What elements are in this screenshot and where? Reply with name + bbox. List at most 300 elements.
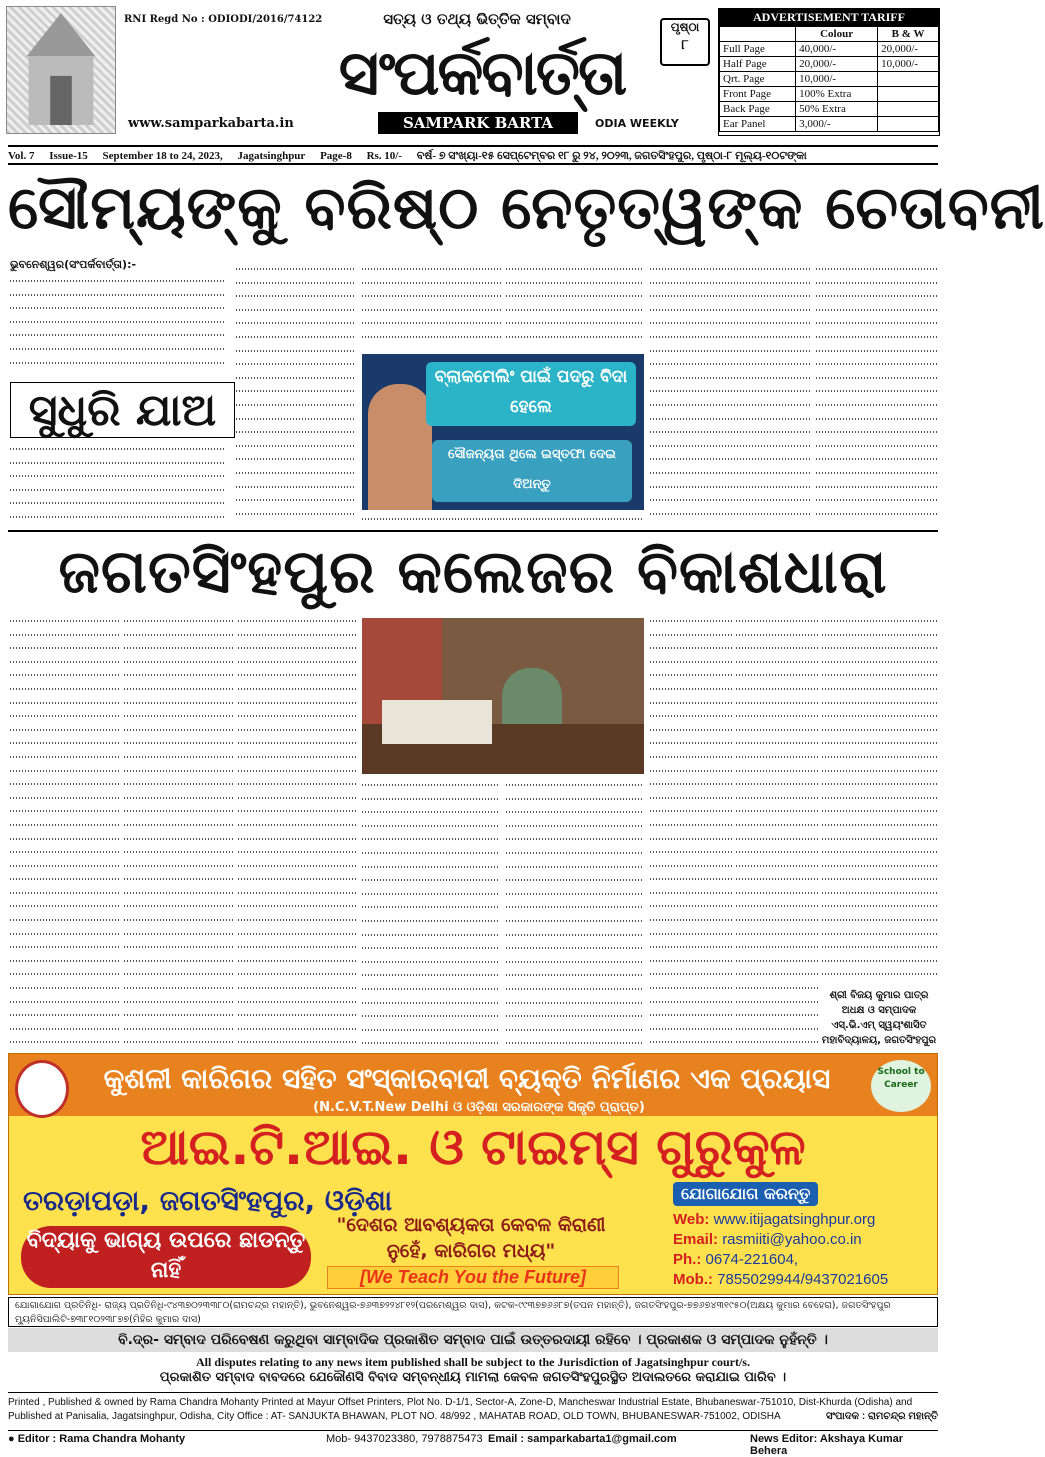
body-text-line <box>10 995 120 1009</box>
body-text-line <box>124 981 234 995</box>
body-text-line <box>650 668 732 682</box>
training-centre-emblem-icon <box>15 1060 69 1118</box>
body-text-line <box>124 628 234 642</box>
body-text-line <box>506 289 644 303</box>
body-text-line <box>124 872 234 886</box>
body-text-line <box>236 316 356 330</box>
body-text-line <box>362 914 500 928</box>
body-text-line <box>236 289 356 303</box>
body-text-line <box>236 262 356 276</box>
body-text-line <box>822 845 938 859</box>
body-text-line <box>10 496 225 510</box>
editor-email[interactable]: Email : samparkabarta1@gmail.com <box>488 1433 677 1445</box>
body-text-line <box>238 655 356 669</box>
tariff-col-bw: B & W <box>878 27 939 42</box>
body-text-line <box>736 614 818 628</box>
body-text-line <box>650 940 732 954</box>
ad-title: ଆଇ.ଟି.ଆଇ. ଓ ଟାଇମ୍ସ ଗୁରୁକୁଳ <box>140 1118 806 1176</box>
body-text-line <box>236 439 356 453</box>
body-text-line <box>10 1035 120 1049</box>
body-text-line <box>238 614 356 628</box>
volume: Vol. 7 <box>8 150 35 162</box>
issue-info-odia: ବର୍ଷ- ୭ ସଂଖ୍ୟା-୧୫ ସେପ୍ଟେମ୍ବର ୧୮ ରୁ ୨୪, ୨୦୨୩, ଜଗତସିଂହପୁର, ପୃଷ୍ଠା-୮ ମୂଲ୍ୟ-୧୦ଟଙ୍କା <box>416 150 807 162</box>
photo-papers <box>382 700 492 744</box>
body-text-line <box>650 1035 732 1049</box>
tariff-row: Full Page 40,000/- 20,000/- <box>720 42 939 57</box>
story2-photo-principal-office <box>362 618 644 774</box>
page-number-box <box>660 18 710 66</box>
body-text-line <box>362 982 500 996</box>
body-text-line <box>362 792 500 806</box>
body-text-line <box>362 996 500 1010</box>
body-text-line <box>236 412 356 426</box>
ad-teach-slogan: [We Teach You the Future] <box>327 1266 619 1289</box>
body-text-line <box>362 276 502 290</box>
body-text-line <box>124 967 234 981</box>
body-text-line <box>650 412 810 426</box>
body-text-line <box>736 913 818 927</box>
body-text-line <box>238 967 356 981</box>
body-text-line <box>124 777 234 791</box>
body-text-line <box>10 764 120 778</box>
body-text-line <box>10 859 120 873</box>
editor-name: ● Editor : Rama Chandra Mohanty <box>8 1433 186 1445</box>
body-text-line <box>506 887 644 901</box>
body-text-line <box>236 466 356 480</box>
website-link[interactable]: www.samparkabarta.in <box>128 116 294 131</box>
story1-column-text <box>10 442 225 526</box>
body-text-line <box>650 425 810 439</box>
story1-column-text <box>816 262 938 526</box>
body-text-line <box>10 927 120 941</box>
body-text-line <box>10 342 225 356</box>
body-text-line <box>238 709 356 723</box>
body-text-line <box>816 507 938 521</box>
ad-topline: କୁଶଳୀ କାରିଗର ସହିତ ସଂସ୍କାରବାଦୀ ବ୍ୟକ୍ତି ନିର୍ମାଣର ଏକ ପ୍ରୟାସ <box>103 1062 831 1095</box>
story2-column-text <box>124 614 234 1050</box>
body-text-line <box>362 873 500 887</box>
body-text-line <box>736 832 818 846</box>
body-text-line <box>650 262 810 276</box>
story1-column-text <box>362 512 644 528</box>
tariff-col-colour: Colour <box>796 27 878 42</box>
body-text-line <box>650 723 732 737</box>
body-text-line <box>736 845 818 859</box>
body-text-line <box>650 641 732 655</box>
body-text-line <box>362 289 502 303</box>
body-text-line <box>822 736 938 750</box>
body-text-line <box>236 452 356 466</box>
body-text-line <box>10 832 120 846</box>
ad-quote: "ଦେଶର ଆବଶ୍ୟକତା କେବଳ କିରାଣୀ ନୁହେଁ, କାରିଗର ମଧ୍ୟ" <box>336 1214 606 1262</box>
body-text-line <box>238 764 356 778</box>
body-text-line <box>650 804 732 818</box>
body-text-line <box>506 968 644 982</box>
story1-column-text <box>650 262 810 526</box>
body-text-line <box>362 846 500 860</box>
body-text-line <box>506 778 644 792</box>
story1-column-text <box>506 262 644 352</box>
ad-ncvt-note: (N.C.V.T.New Delhi ଓ ଓଡ଼ିଶା ସରକାରଙ୍କ ସିକୃତି ପ୍ରାପ୍ତ) <box>313 1100 645 1115</box>
page-label: ପୃଷ୍ଠା <box>670 20 700 34</box>
body-text-line <box>822 927 938 941</box>
story1-column-text <box>10 274 225 380</box>
body-text-line <box>650 614 732 628</box>
body-text-line <box>506 1009 644 1023</box>
body-text-line <box>362 330 502 344</box>
body-text-line <box>736 1035 818 1049</box>
body-text-line <box>816 452 938 466</box>
body-text-line <box>238 886 356 900</box>
body-text-line <box>822 628 938 642</box>
body-text-line <box>236 303 356 317</box>
body-text-line <box>506 860 644 874</box>
story2-column-text <box>650 614 732 1050</box>
body-text-line <box>236 480 356 494</box>
body-text-line <box>124 668 234 682</box>
body-text-line <box>10 288 225 302</box>
body-text-line <box>816 425 938 439</box>
body-text-line <box>736 886 818 900</box>
tariff-row: Back Page 50% Extra <box>720 102 939 117</box>
body-text-line <box>124 940 234 954</box>
body-text-line <box>650 330 810 344</box>
body-text-line <box>238 750 356 764</box>
body-text-line <box>650 493 810 507</box>
body-text-line <box>736 723 818 737</box>
body-text-line <box>650 1008 732 1022</box>
body-text-line <box>238 859 356 873</box>
body-text-line <box>362 941 500 955</box>
printer-publisher-line <box>8 1392 938 1428</box>
body-text-line <box>650 927 732 941</box>
tariff-header-row <box>720 27 939 42</box>
body-text-line <box>236 371 356 385</box>
body-text-line <box>238 899 356 913</box>
weekly-label: ODIA WEEKLY <box>595 117 679 130</box>
body-text-line <box>650 832 732 846</box>
body-text-line <box>506 873 644 887</box>
body-text-line <box>650 384 810 398</box>
body-text-line <box>10 483 225 497</box>
body-text-line <box>822 832 938 846</box>
body-text-line <box>822 709 938 723</box>
body-text-line <box>10 628 120 642</box>
author-title: ଅଧକ୍ଷ ଓ ସମ୍ପାଦକ <box>841 1005 917 1016</box>
ad-phone: 0674-221604, <box>705 1251 799 1268</box>
body-text-line <box>506 914 644 928</box>
body-text-line <box>736 995 818 1009</box>
body-text-line <box>124 818 234 832</box>
body-text-line <box>506 330 644 344</box>
body-text-line <box>822 818 938 832</box>
disclaimer-odia-2: ପ୍ରକାଶିତ ସମ୍ବାଦ ବାବଦରେ ଯେକୌଣସି ବିବାଦ ସମ୍ବନ୍ଧୀୟ ମାମଲା କେବଳ ଜଗତସିଂହପୁରସ୍ଥିତ ଅଦାଲତରେ କରାଯାଇ ପାରିବ । <box>159 1370 787 1385</box>
body-text-line <box>124 682 234 696</box>
body-text-line <box>10 696 120 710</box>
body-text-line <box>362 805 500 819</box>
body-text-line <box>236 493 356 507</box>
body-text-line <box>238 1008 356 1022</box>
body-text-line <box>124 954 234 968</box>
body-text-line <box>816 344 938 358</box>
body-text-line <box>650 276 810 290</box>
body-text-line <box>822 967 938 981</box>
body-text-line <box>506 276 644 290</box>
issue-place: Jagatsinghpur <box>237 150 306 162</box>
body-text-line <box>736 791 818 805</box>
body-text-line <box>736 736 818 750</box>
body-text-line <box>236 357 356 371</box>
body-text-line <box>236 507 356 521</box>
body-text-line <box>650 709 732 723</box>
printer-text: Printed , Published & owned by Rama Chandra Mohanty Printed at Mayur Offset Printers, Plot No. D-1/1, Sector-A, Zone-D, Mancheswar Industrial Estate, Bhubaneswar-751010, Dist-Khurda (Odisha) and Published at Panisalia, Jagatsinghpur, Odisha, City Office : AT- SANJUKTA BHAWAN, PLOT NO. 48/992 , MAHATAB ROAD, OLD TOWN, BHUBANESWAR-751002, ODISHA <box>8 1397 913 1422</box>
body-text-line <box>650 995 732 1009</box>
body-text-line <box>650 628 732 642</box>
body-text-line <box>238 668 356 682</box>
body-text-line <box>736 981 818 995</box>
body-text-line <box>650 507 810 521</box>
body-text-line <box>736 899 818 913</box>
body-text-line <box>816 262 938 276</box>
body-text-line <box>822 872 938 886</box>
body-text-line <box>506 316 644 330</box>
body-text-line <box>816 289 938 303</box>
body-text-line <box>822 641 938 655</box>
body-text-line <box>10 682 120 696</box>
issue-date: September 18 to 24, 2023, <box>102 150 223 162</box>
body-text-line <box>236 425 356 439</box>
body-text-line <box>236 384 356 398</box>
body-text-line <box>736 764 818 778</box>
body-text-line <box>10 899 120 913</box>
body-text-line <box>238 682 356 696</box>
story2-column-text <box>10 614 120 1050</box>
author-name: ଶ୍ରୀ ବିଜୟ କୁମାର ପାତ୍ର <box>829 990 929 1001</box>
story2-column-text <box>822 614 938 984</box>
story2-author-signature <box>820 988 938 1048</box>
body-text-line <box>736 818 818 832</box>
body-text-line <box>238 736 356 750</box>
body-text-line <box>650 886 732 900</box>
body-text-line <box>650 439 810 453</box>
body-text-line <box>362 832 500 846</box>
body-text-line <box>124 750 234 764</box>
body-text-line <box>10 723 120 737</box>
body-text-line <box>238 791 356 805</box>
masthead-temple-illustration <box>6 6 116 134</box>
body-text-line <box>506 1036 644 1050</box>
body-text-line <box>362 900 500 914</box>
school-to-career-logo-icon: School to Career <box>871 1060 931 1112</box>
body-text-line <box>124 614 234 628</box>
body-text-line <box>10 750 120 764</box>
body-text-line <box>236 344 356 358</box>
body-text-line <box>650 872 732 886</box>
body-text-line <box>124 995 234 1009</box>
body-text-line <box>506 996 644 1010</box>
body-text-line <box>124 736 234 750</box>
story2-column-text <box>238 614 356 1050</box>
body-text-line <box>822 655 938 669</box>
body-text-line <box>506 819 644 833</box>
body-text-line <box>650 303 810 317</box>
body-text-line <box>10 845 120 859</box>
body-text-line <box>10 981 120 995</box>
body-text-line <box>736 709 818 723</box>
body-text-line <box>736 1022 818 1036</box>
web-label: Web: <box>673 1211 710 1228</box>
body-text-line <box>238 845 356 859</box>
tariff-table <box>719 26 939 132</box>
body-text-line <box>650 777 732 791</box>
author-org: ଏସ୍.ଭି.ଏମ୍ ସ୍ୱୟଂଶାସିତ ମହାବିଦ୍ୟାଳୟ, ଜଗତସିଂହପୁର <box>821 1020 937 1046</box>
story1-headline: ସୌମ୍ୟଙ୍କୁ ବରିଷ୍ଠ ନେତୃତ୍ୱଙ୍କ ଚେତାବନୀ <box>8 173 1045 243</box>
body-text-line <box>10 886 120 900</box>
advertisement-tariff <box>718 8 940 136</box>
body-text-line <box>238 1022 356 1036</box>
body-text-line <box>124 1008 234 1022</box>
body-text-line <box>816 412 938 426</box>
body-text-line <box>124 709 234 723</box>
body-text-line <box>736 750 818 764</box>
body-text-line <box>650 316 810 330</box>
body-text-line <box>10 510 225 524</box>
body-text-line <box>822 859 938 873</box>
ad-email-link[interactable]: rasmiiti@yahoo.co.in <box>722 1231 862 1248</box>
body-text-line <box>650 736 732 750</box>
rni-number: RNI Regd No : ODIODI/2016/74122 <box>124 14 323 25</box>
body-text-line <box>362 1036 500 1050</box>
body-text-line <box>816 398 938 412</box>
body-text-line <box>362 887 500 901</box>
body-text-line <box>822 940 938 954</box>
body-text-line <box>362 1023 500 1037</box>
body-text-line <box>816 357 938 371</box>
body-text-line <box>650 398 810 412</box>
body-text-line <box>506 792 644 806</box>
body-text-line <box>650 818 732 832</box>
photo-banner-quote: ସୌଜନ୍ୟତା ଥିଲେ ଇସ୍ତଫା ଦେଇ ଦିଅନ୍ତୁ <box>432 440 632 502</box>
body-text-line <box>822 886 938 900</box>
body-text-line <box>822 614 938 628</box>
body-text-line <box>124 804 234 818</box>
news-editor: News Editor: Akshaya Kumar Behera <box>750 1433 904 1457</box>
body-text-line <box>362 316 502 330</box>
story2-column-text <box>506 778 644 1050</box>
iti-advertisement[interactable] <box>8 1053 938 1295</box>
body-text-line <box>10 614 120 628</box>
body-text-line <box>736 641 818 655</box>
body-text-line <box>362 928 500 942</box>
newspaper-logo: ସଂପର୍କବାର୍ତ୍ତା <box>338 36 626 109</box>
phone-label: Ph.: <box>673 1251 702 1268</box>
body-text-line <box>362 1009 500 1023</box>
body-text-line <box>506 262 644 276</box>
body-text-line <box>238 927 356 941</box>
story1-byline: ଭୁବନେଶ୍ୱର(ସଂପର୍କବାର୍ତ୍ତା):- <box>10 258 137 271</box>
tariff-row: Front Page 100% Extra <box>720 87 939 102</box>
body-text-line <box>236 330 356 344</box>
body-text-line <box>10 736 120 750</box>
body-text-line <box>650 344 810 358</box>
politician-photo <box>368 384 432 510</box>
body-text-line <box>10 709 120 723</box>
body-text-line <box>238 723 356 737</box>
body-text-line <box>124 696 234 710</box>
body-text-line <box>236 276 356 290</box>
body-text-line <box>650 480 810 494</box>
masthead-tagline: ସତ୍ୟ ଓ ତଥ୍ୟ ଭିତ୍ତିକ ସମ୍ବାଦ <box>383 10 571 28</box>
body-text-line <box>10 791 120 805</box>
ad-website-link[interactable]: www.itijagatsinghpur.org <box>713 1211 876 1228</box>
ad-slogan: ବିଦ୍ୟାକୁ ଭାଗ୍ୟ ଉପରେ ଛାଡନ୍ତୁ ନାହିଁ <box>21 1226 311 1288</box>
tariff-row: Qrt. Page 10,000/- <box>720 72 939 87</box>
body-text-line <box>10 913 120 927</box>
body-text-line <box>650 1022 732 1036</box>
body-text-line <box>10 1022 120 1036</box>
body-text-line <box>736 1008 818 1022</box>
body-text-line <box>822 791 938 805</box>
body-text-line <box>10 967 120 981</box>
body-text-line <box>10 1008 120 1022</box>
body-text-line <box>822 750 938 764</box>
body-text-line <box>10 804 120 818</box>
editor-line <box>8 1430 938 1457</box>
body-text-line <box>650 357 810 371</box>
body-text-line <box>238 940 356 954</box>
body-text-line <box>650 764 732 778</box>
body-text-line <box>362 819 500 833</box>
body-text-line <box>822 899 938 913</box>
body-text-line <box>10 469 225 483</box>
body-text-line <box>650 452 810 466</box>
body-text-line <box>650 655 732 669</box>
body-text-line <box>238 641 356 655</box>
body-text-line <box>822 764 938 778</box>
body-text-line <box>124 1022 234 1036</box>
body-text-line <box>362 860 500 874</box>
body-text-line <box>238 628 356 642</box>
body-text-line <box>650 845 732 859</box>
body-text-line <box>10 940 120 954</box>
body-text-line <box>736 628 818 642</box>
tariff-row: Ear Panel 3,000/- <box>720 117 939 132</box>
editor-mobile: Mob- 9437023380, 7978875473 <box>326 1433 483 1445</box>
body-text-line <box>736 859 818 873</box>
body-text-line <box>238 777 356 791</box>
body-text-line <box>238 995 356 1009</box>
ad-mobile: 7855029944/9437021605 <box>717 1271 889 1288</box>
body-text-line <box>816 330 938 344</box>
body-text-line <box>10 668 120 682</box>
body-text-line <box>10 456 225 470</box>
body-text-line <box>506 805 644 819</box>
body-text-line <box>736 668 818 682</box>
body-text-line <box>124 764 234 778</box>
body-text-line <box>124 899 234 913</box>
body-text-line <box>736 927 818 941</box>
body-text-line <box>650 967 732 981</box>
body-text-line <box>822 682 938 696</box>
body-text-line <box>506 303 644 317</box>
body-text-line <box>506 1023 644 1037</box>
body-text-line <box>650 750 732 764</box>
body-text-line <box>816 466 938 480</box>
body-text-line <box>816 480 938 494</box>
body-text-line <box>506 832 644 846</box>
story1-column-text <box>362 262 502 352</box>
mobile-label: Mob.: <box>673 1271 713 1288</box>
